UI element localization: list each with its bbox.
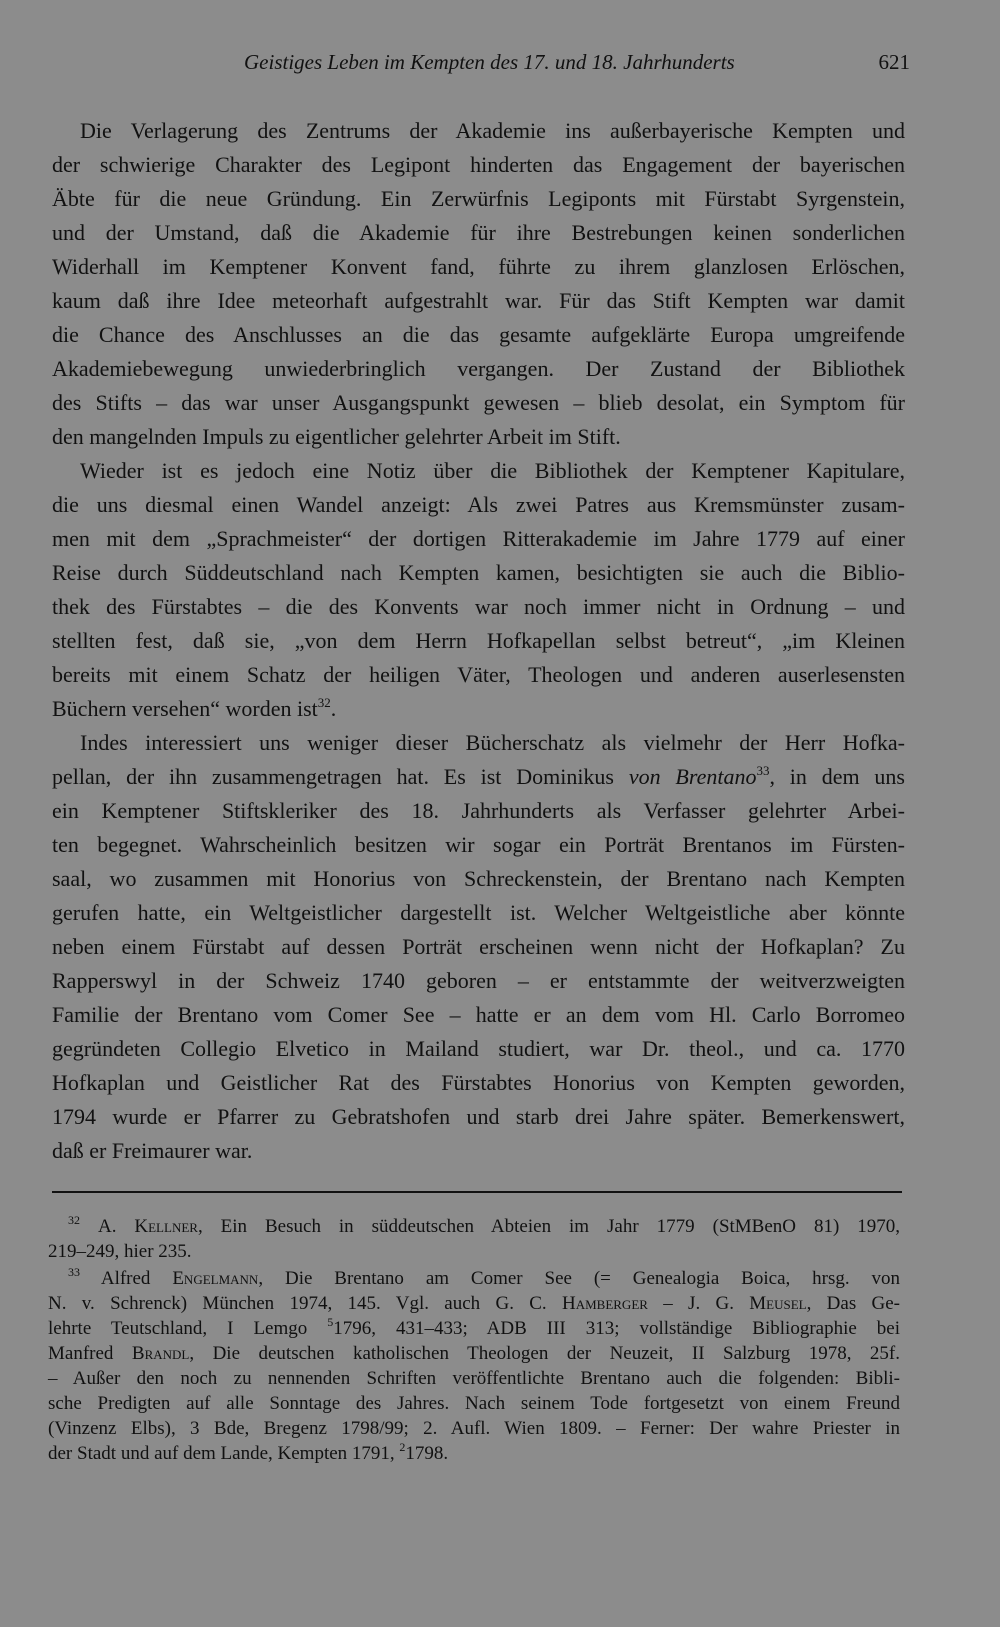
footnote-32-line: 219–249, hier 235. (48, 1241, 192, 1262)
author-name: Brandl (131, 1343, 190, 1364)
text-line (52, 692, 905, 726)
text-run: 1796, 431–433; ADB III 313; vollständige Bibliographie bei (333, 1318, 900, 1339)
text-line: daß er Freimaurer war. (52, 1138, 253, 1163)
text-run: Alfred (100, 1268, 173, 1289)
text-line: neben einem Fürstabt auf dessen Porträt erscheinen wenn nicht der Hofkaplan? Zu (52, 934, 905, 959)
text-line: der schwierige Charakter des Legipont hinderten das Engagement der bayerischen (52, 152, 905, 177)
text-run: pellan, der ihn zusammengetragen hat. Es ist Dominikus (52, 764, 629, 789)
text-line: ten begegnet. Wahrscheinlich besitzen wir sogar ein Porträt Brentanos im Fürsten- (52, 832, 905, 857)
text-line: ein Kemptener Stiftskleriker des 18. Jahrhunderts als Verfasser gelehrter Arbei- (52, 798, 905, 823)
footnote-ref-33[interactable]: 33 (756, 763, 770, 778)
footnote-33-line (48, 1441, 900, 1466)
text-run: – J. G. (647, 1293, 750, 1314)
footnote-33-line (48, 1291, 900, 1316)
text-line: men mit dem „Sprachmeister“ der dortigen Ritterakademie im Jahre 1779 auf einer (52, 526, 905, 551)
author-name: Hamberger (561, 1293, 648, 1314)
footnote-33-line (48, 1316, 900, 1341)
italic-name: von Brentano (628, 764, 757, 789)
text-run: , Ein Besuch in süddeutschen Abteien im Jahr 1779 (StMBenO 81) 1970, (197, 1216, 901, 1237)
text-line: thek des Fürstabtes – die des Konvents war noch immer nicht in Ordnung – und (52, 594, 905, 619)
text-line: Äbte für die neue Gründung. Ein Zerwürfnis Legiponts mit Fürstabt Syrgenstein, (52, 186, 905, 211)
footnote-ref-32[interactable]: 32 (317, 695, 331, 710)
running-title: Geistiges Leben im Kempten des 17. und 18. Jahrhunderts (244, 50, 735, 74)
footnote-32-line (48, 1214, 900, 1239)
text-line: Wieder ist es jedoch eine Notiz über die Bibliothek der Kemptener Kapitulare, (80, 458, 905, 483)
edition-superscript: 2 (399, 1440, 406, 1454)
text-line: des Stifts – das war unser Ausgangspunkt gewesen – blieb desolat, ein Symptom für (52, 390, 905, 415)
text-line: Familie der Brentano vom Comer See – hatte er an dem vom Hl. Carlo Borromeo (52, 1002, 905, 1027)
text-run: , in dem uns (769, 764, 905, 789)
text-line: den mangelnden Impuls zu eigentlicher gelehrter Arbeit im Stift. (52, 424, 621, 449)
text-line: die Chance des Anschlusses an die das gesamte aufgeklärte Europa umgreifende (52, 322, 905, 347)
running-head (52, 50, 910, 80)
text-line: Reise durch Süddeutschland nach Kempten kamen, besichtigten sie auch die Biblio- (52, 560, 905, 585)
footnote-marker-32: 32 (68, 1213, 80, 1227)
text-line: Akademiebewegung unwiederbringlich vergangen. Der Zustand der Bibliothek (52, 356, 905, 381)
text-line: 1794 wurde er Pfarrer zu Gebratshofen und starb drei Jahre später. Bemerkenswert, (52, 1104, 905, 1129)
text-line: stellten fest, daß sie, „von dem Herrn Hofkapellan selbst betreut“, „im Kleinen (52, 628, 905, 653)
text-run: Büchern versehen“ worden ist (52, 696, 318, 721)
text-run: der Stadt und auf dem Lande, Kempten 1791, (48, 1443, 400, 1464)
text-run: , Das Ge- (806, 1293, 901, 1314)
text-line: Die Verlagerung des Zentrums der Akademie ins außerbayerische Kempten und (80, 118, 905, 143)
footnotes (48, 1214, 900, 1466)
text-run: , Die Brentano am Comer See (= Genealogia Boica, hrsg. von (258, 1268, 900, 1289)
footnote-33-line: sche Predigten auf alle Sonntage des Jahres. Nach seinem Tode fortgesetzt von einem Freund (48, 1393, 900, 1414)
text-line: und der Umstand, daß die Akademie für ihre Bestrebungen keinen sonderlichen (52, 220, 905, 245)
edition-superscript: 5 (327, 1315, 334, 1329)
text-run: N. v. Schrenck) München 1974, 145. Vgl. auch G. C. (48, 1293, 547, 1314)
author-name: A. Kellner (97, 1216, 198, 1237)
text-line: bereits mit einem Schatz der heiligen Väter, Theologen und anderen auserlesensten (52, 662, 905, 687)
text-line: saal, wo zusammen mit Honorius von Schreckenstein, der Brentano nach Kempten (52, 866, 905, 891)
text-line: Indes interessiert uns weniger dieser Bücherschatz als vielmehr der Herr Hofka- (80, 730, 905, 755)
text-line: Hofkaplan und Geistlicher Rat des Fürstabtes Honorius von Kempten geworden, (52, 1070, 905, 1095)
text-run: , Die deutschen katholischen Theologen der Neuzeit, II Salzburg 1978, 25f. (189, 1343, 901, 1364)
body-text (52, 114, 905, 1168)
footnote-divider (52, 1191, 902, 1193)
author-name: Meusel (749, 1293, 807, 1314)
text-line: die uns diesmal einen Wandel anzeigt: Als zwei Patres aus Kremsmünster zusam- (52, 492, 905, 517)
footnote-33-line (48, 1266, 900, 1291)
text-run: . (330, 696, 337, 721)
text-line (52, 760, 905, 794)
text-run: 1798. (405, 1443, 449, 1464)
text-line: Widerhall im Kemptener Konvent fand, führte zu ihrem glanzlosen Erlöschen, (52, 254, 905, 279)
text-run: lehrte Teutschland, I Lemgo (48, 1318, 328, 1339)
text-run: Manfred (48, 1343, 132, 1364)
text-line: Rapperswyl in der Schweiz 1740 geboren – er entstammte der weitverzweigten (52, 968, 905, 993)
footnote-33-line: – Außer den noch zu nennenden Schriften veröffentlichte Brentano auch die folgenden: Bibli- (48, 1368, 900, 1389)
footnote-33-line: (Vinzenz Elbs), 3 Bde, Bregenz 1798/99; 2. Aufl. Wien 1809. – Ferner: Der wahre Priester in (48, 1418, 900, 1439)
page-number: 621 (878, 50, 910, 74)
footnote-marker-33: 33 (68, 1265, 80, 1279)
author-name: Engelmann (172, 1268, 259, 1289)
text-line: gerufen hatte, ein Weltgeistlicher dargestellt ist. Welcher Weltgeistliche aber könnte (52, 900, 905, 925)
text-line: kaum daß ihre Idee meteorhaft aufgestrahlt war. Für das Stift Kempten war damit (52, 288, 905, 313)
footnote-33-line (48, 1341, 900, 1366)
text-line: gegründeten Collegio Elvetico in Mailand studiert, war Dr. theol., und ca. 1770 (52, 1036, 905, 1061)
